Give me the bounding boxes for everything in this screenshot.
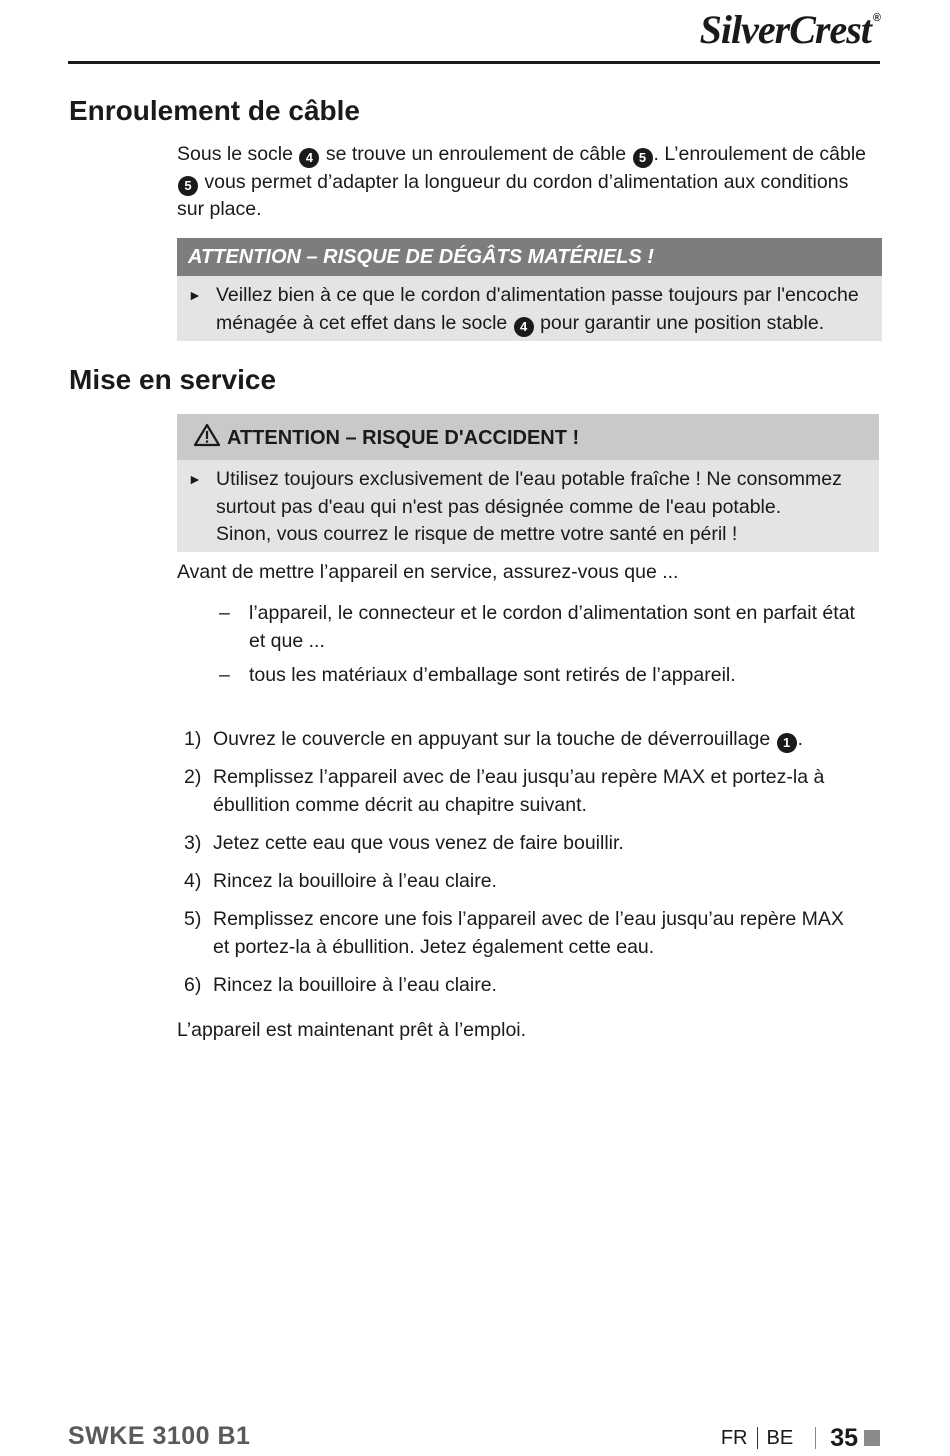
cable-paragraph: Sous le socle 4 se trouve un enroulement de câble 5 . L’enroulement de câble 5 vous permet d’adapter la longueur du cordon d’alimentation aux conditions sur place. (177, 143, 867, 220)
page-number: 35 (830, 1423, 858, 1452)
warning-box-material (177, 238, 882, 341)
header-rule (68, 61, 880, 64)
warning-body-accident (177, 460, 879, 555)
warning-title-material: ATTENTION – RISQUE DE DÉGÂTS MATÉRIELS ! (177, 238, 882, 276)
warning-line: Utilisez toujours exclusivement de l'eau potable fraîche ! Ne consommez surtout pas d'eau qui n'est pas désignée comme de l'eau potable. (216, 468, 842, 518)
warning-body-material: ► Veillez bien à ce que le cordon d'alimentation passe toujours par l'encoche ménagée à cet effet dans le socle 4 pour garantir une position stable. (177, 276, 882, 343)
closing-text: L’appareil est maintenant prêt à l’emploi. (177, 1019, 527, 1041)
dash-bullet: – (219, 602, 230, 624)
footer-page-info (721, 1424, 880, 1452)
brand-logo: SilverCrest ® (699, 7, 880, 52)
warning-triangle-icon (193, 423, 221, 447)
ref-4-badge: 4 (514, 317, 534, 337)
bullet-arrow-icon: ► (188, 287, 202, 303)
ref-4-badge: 4 (299, 148, 319, 168)
ref-1-badge: 1 (777, 733, 797, 753)
section-title-cable: Enroulement de câble (69, 95, 360, 126)
service-intro: Avant de mettre l’appareil en service, assurez-vous que ... (177, 561, 679, 583)
footer-lang-be: BE (766, 1426, 794, 1449)
footer-lang-fr: FR (720, 1426, 748, 1449)
footer-divider (815, 1427, 816, 1449)
page-marker (864, 1430, 880, 1446)
warning-box-accident (177, 414, 879, 552)
registered-mark: ® (872, 12, 880, 24)
section-title-service: Mise en service (69, 364, 277, 395)
bullet-arrow-icon: ► (188, 471, 202, 487)
ref-5-badge: 5 (633, 148, 653, 168)
ref-5-badge: 5 (178, 176, 198, 196)
dash-bullet: – (219, 664, 230, 686)
footer-divider (757, 1427, 758, 1449)
warning-line: Sinon, vous courrez le risque de mettre votre santé en péril ! (216, 523, 738, 545)
footer-model: SWKE 3100 B1 (68, 1422, 251, 1450)
warning-title-accident: ATTENTION – RISQUE D'ACCIDENT ! (177, 414, 879, 460)
